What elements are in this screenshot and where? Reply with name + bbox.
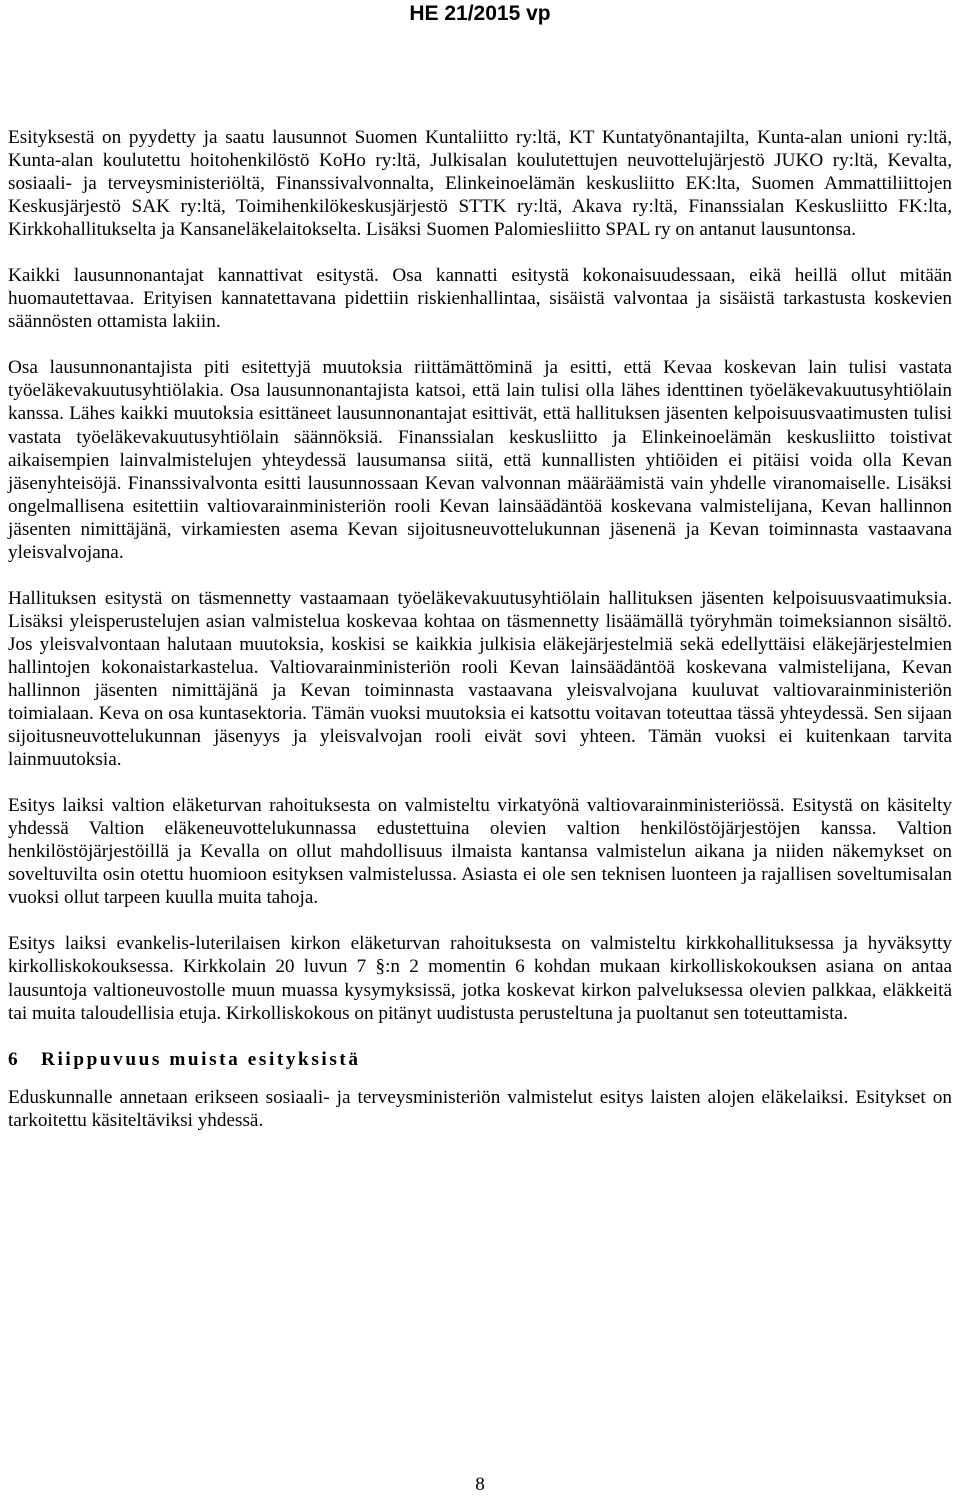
paragraph-state-pension-funding: Esitys laiksi valtion eläketurvan rahoituksesta on valmisteltu virkatyönä valtiovarainministeriössä. Esitystä on käsitelty yhdessä Valtion eläkeneuvottelukunnassa edustettuina olevien valtion henkilöstöjärjestöjen kanssa. Valtion henkilöstöjärjestöillä ja Kevalla on ollut mahdollisuus ilmaista kantansa valmistelun aikana ja niiden näkemykset on soveltuvilta osin otettu huomioon esityksen valmistelussa. Asiasta ei ole sen teknisen luonteen ja rajallisen soveltumisalan vuoksi ollut tarpeen kuulla muita tahoja.	[8, 795, 952, 909]
paragraph-changes-insufficient: Osa lausunnonantajista piti esitettyjä muutoksia riittämättöminä ja esitti, että Kevaa koskevan lain tulisi vastata työeläkevakuutusyhtiölakia. Osa lausunnonantajista katsoi, että lain tulisi olla lähes identtinen työeläkevakuutusyhtiölain kanssa. Lähes kaikki muutoksia esittäneet lausunnonantajat esittivät, että hallituksen jäsenten kelpoisuusvaatimusten tulisi vastata työeläkevakuutusyhtiölain säännöksiä. Finanssialan keskusliitto ja Elinkeinoelämän keskusliitto toistivat aikaisempien lainvalmistelujen yhteydessä lausumansa siitä, että kunnallisten yhtiöiden ei pitäisi voida olla Kevan jäsenyhteisöjä. Finanssivalvonta esitti lausunnossaan Kevan valvonnan määräämistä vain yhdelle viranomaiselle. Lisäksi ongelmallisena esitettiin valtiovarainministeriön rooli Kevan lainsäädäntöä koskevana valmistelijana, Kevan hallinnon jäsenten nimittäjänä, virkamiesten asema Kevan sijoitusneuvottelukunnan jäsenenä ja Kevan toiminnasta vastaavana yleisvalvojana.	[8, 357, 952, 563]
document-id: HE 21/2015 vp	[409, 2, 551, 25]
document-header	[0, 2, 960, 26]
section-heading	[8, 1048, 952, 1071]
document-body	[8, 126, 952, 1155]
section-number: 6	[8, 1048, 18, 1070]
paragraph-church-pension-funding: Esitys laiksi evankelis-luterilaisen kirkon eläketurvan rahoituksesta on valmisteltu kirkkohallituksessa ja hyväksytty kirkolliskokouksessa. Kirkkolain 20 luvun 7 §:n 2 momentin 6 kohdan mukaan kirkolliskokouksen asiana on antaa lausuntoja valtioneuvostolle muun muassa kysymyksissä, jotka koskevat kirkon palveluksessa olevien palkkaa, eläkkeitä tai muita taloudellisia etuja. Kirkolliskokous on pitänyt uudistusta perusteltuna ja puoltanut sen toteuttamista.	[8, 933, 952, 1024]
paragraph-proposal-refined: Hallituksen esitystä on täsmennetty vastaamaan työeläkevakuutusyhtiölain hallituksen jäsenten kelpoisuusvaatimuksia. Lisäksi yleisperustelujen asian valmistelua koskevaa kohtaa on täsmennetty lisäämällä työryhmän toimeksiannon sisältö. Jos yleisvalvontaan halutaan muutoksia, koskisi se kaikkia julkisia eläkejärjestelmiä sekä edellyttäisi eläkejärjestelmien hallintojen kokonaistarkastelua. Valtiovarainministeriön rooli Kevan lainsäädäntöä koskevana valmistelijana, Kevan hallinnon jäsenten nimittäjänä ja Kevan toiminnasta vastaavana yleisvalvojana kuuluvat valtiovarainministeriön toimialaan. Keva on osa kuntasektoria. Tämän vuoksi muutoksia ei katsottu voitavan toteuttaa tässä yhteydessä. Sen sijaan sijoitusneuvottelukunnan jäsenyys ja yleisvalvojan rooli eivät sovi yhteen. Tämän vuoksi ei kuitenkaan tarvita lainmuutoksia.	[8, 587, 952, 771]
paragraph-dependency: Eduskunnalle annetaan erikseen sosiaali- ja terveysministeriön valmistelut esitys laisten alojen eläkelaiksi. Esitykset on tarkoitettu käsiteltäviksi yhdessä.	[8, 1086, 952, 1131]
paragraph-all-supported: Kaikki lausunnonantajat kannattivat esitystä. Osa kannatti esitystä kokonaisuudessaan, eikä heillä ollut mitään huomautettavaa. Erityisen kannatettavana pidettiin riskienhallintaa, sisäistä valvontaa ja sisäistä tarkastusta koskevien säännösten ottamista lakiin.	[8, 265, 952, 333]
paragraph-statements-requested: Esityksestä on pyydetty ja saatu lausunnot Suomen Kuntaliitto ry:ltä, KT Kuntatyönantajilta, Kunta-alan unioni ry:ltä, Kunta-alan koulutettu hoitohenkilöstö KoHo ry:ltä, Julkisalan koulutettujen neuvottelujärjestö JUKO ry:ltä, Kevalta, sosiaali- ja terveysministeriöltä, Finanssivalvonnalta, Elinkeinoelämän keskusliitto EK:lta, Suomen Ammattiliittojen Keskusjärjestö SAK ry:ltä, Toimihenkilökeskusjärjestö STTK ry:ltä, Akava ry:ltä, Finanssialan Keskusliitto FK:lta, Kirkkohallitukselta ja Kansaneläkelaitokselta. Lisäksi Suomen Palomiesliitto SPAL ry on antanut lausuntonsa.	[8, 127, 952, 241]
section-title: Riippuvuus muista esityksistä	[41, 1048, 361, 1070]
page-number: 8	[475, 1474, 485, 1495]
